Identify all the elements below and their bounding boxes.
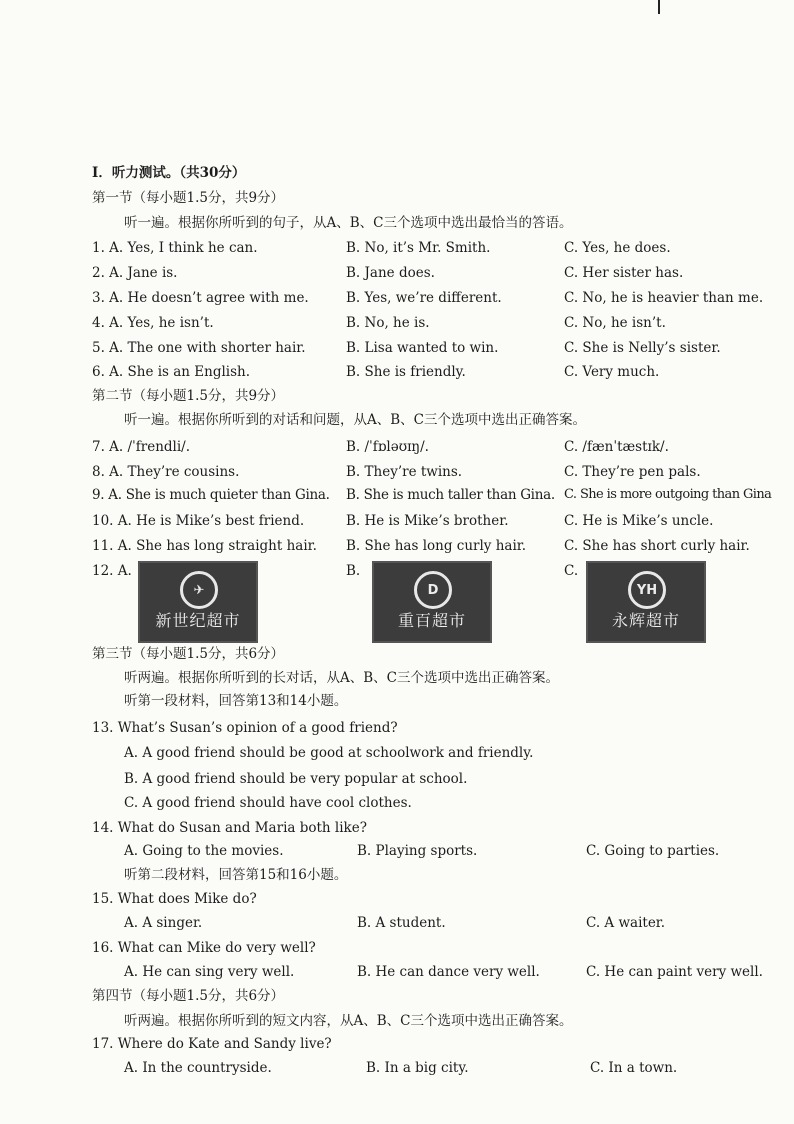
q10-option-c: C. He is Mike’s uncle. — [564, 513, 714, 529]
chongbai-emblem-icon: D — [414, 571, 452, 609]
q4-option-b: B. No, he is. — [346, 315, 430, 331]
section-2-heading: 第二节（每小题1.5分，共9分） — [92, 388, 285, 404]
q14-option-b: B. Playing sports. — [357, 843, 478, 859]
q6-option-a: 6. A. She is an English. — [92, 364, 251, 380]
q9-option-a: 9. A. She is much quieter than Gina. — [92, 487, 330, 503]
q16-stem: 16. What can Mike do very well? — [92, 940, 316, 956]
q16-option-a: A. He can sing very well. — [124, 964, 295, 980]
plane-icon: ✈ — [180, 571, 218, 609]
q7-option-a: 7. A. /ˈfrendli/. — [92, 439, 191, 455]
q17-option-c: C. In a town. — [590, 1060, 678, 1076]
q17-option-b: B. In a big city. — [366, 1060, 469, 1076]
q6-option-c: C. Very much. — [564, 364, 660, 380]
logo-chongbai-supermarket — [372, 561, 492, 643]
q2-option-a: 2. A. Jane is. — [92, 265, 178, 281]
q5-option-b: B. Lisa wanted to win. — [346, 340, 499, 356]
q7-option-c: C. /fænˈtæstɪk/. — [564, 439, 669, 455]
q17-option-a: A. In the countryside. — [124, 1060, 272, 1076]
q1-option-a: 1. A. Yes, I think he can. — [92, 240, 258, 256]
q15-option-a: A. A singer. — [124, 915, 203, 931]
q13-stem: 13. What’s Susan’s opinion of a good friend? — [92, 720, 398, 736]
logo-yonghui-supermarket — [586, 561, 706, 643]
part-title: I．听力测试。（共30分） — [92, 165, 246, 181]
q3-option-b: B. Yes, we’re different. — [346, 290, 502, 306]
q13-option-c: C. A good friend should have cool clothes. — [124, 795, 412, 811]
section-2-instruction: 听一遍。根据你所听到的对话和问题，从A、B、C三个选项中选出正确答案。 — [124, 412, 586, 428]
q16-option-b: B. He can dance very well. — [357, 964, 540, 980]
q15-stem: 15. What does Mike do? — [92, 891, 257, 907]
q17-stem: 17. Where do Kate and Sandy live? — [92, 1036, 332, 1052]
q10-option-a: 10. A. He is Mike’s best friend. — [92, 513, 305, 529]
q4-option-c: C. No, he isn’t. — [564, 315, 666, 331]
logo-xinshiji-supermarket — [138, 561, 258, 643]
q14-stem: 14. What do Susan and Maria both like? — [92, 820, 367, 836]
q14-option-c: C. Going to parties. — [586, 843, 720, 859]
q3-option-a: 3. A. He doesn’t agree with me. — [92, 290, 309, 306]
section-4-instruction: 听两遍。根据你所听到的短文内容，从A、B、C三个选项中选出正确答案。 — [124, 1013, 573, 1029]
yh-emblem-icon: YH — [628, 571, 666, 609]
q9-option-c: C. She is more outgoing than Gina — [564, 487, 772, 502]
q12-option-a: 12. A. — [92, 563, 132, 579]
q10-option-b: B. He is Mike’s brother. — [346, 513, 509, 529]
q4-option-a: 4. A. Yes, he isn’t. — [92, 315, 214, 331]
q13-option-b: B. A good friend should be very popular at school. — [124, 771, 468, 787]
q5-option-c: C. She is Nelly’s sister. — [564, 340, 721, 356]
q15-option-b: B. A student. — [357, 915, 446, 931]
q12-option-c: C. — [564, 563, 579, 579]
q16-option-c: C. He can paint very well. — [586, 964, 763, 980]
q12-option-b: B. — [346, 563, 361, 579]
q6-option-b: B. She is friendly. — [346, 364, 466, 380]
q8-option-c: C. They’re pen pals. — [564, 464, 701, 480]
section-1-heading: 第一节（每小题1.5分，共9分） — [92, 190, 285, 206]
q11-option-b: B. She has long curly hair. — [346, 538, 527, 554]
section-3-sub1: 听第一段材料，回答第13和14小题。 — [124, 693, 348, 709]
logo-caption: 重百超市 — [397, 611, 466, 630]
q1-option-b: B. No, it’s Mr. Smith. — [346, 240, 491, 256]
q15-option-c: C. A waiter. — [586, 915, 666, 931]
q8-option-a: 8. A. They’re cousins. — [92, 464, 240, 480]
q11-option-a: 11. A. She has long straight hair. — [92, 538, 317, 554]
logo-caption: 新世纪超市 — [155, 611, 241, 630]
q2-option-c: C. Her sister has. — [564, 265, 684, 281]
q8-option-b: B. They’re twins. — [346, 464, 463, 480]
section-3-heading: 第三节（每小题1.5分，共6分） — [92, 646, 285, 662]
section-1-instruction: 听一遍。根据你所听到的句子，从A、B、C三个选项中选出最恰当的答语。 — [124, 215, 573, 231]
q1-option-c: C. Yes, he does. — [564, 240, 671, 256]
q9-option-b: B. She is much taller than Gina. — [346, 487, 555, 503]
section-3-instruction: 听两遍。根据你所听到的长对话，从A、B、C三个选项中选出正确答案。 — [124, 670, 559, 686]
q5-option-a: 5. A. The one with shorter hair. — [92, 340, 306, 356]
q13-option-a: A. A good friend should be good at schoolwork and friendly. — [124, 745, 534, 761]
q11-option-c: C. She has short curly hair. — [564, 538, 750, 554]
logo-caption: 永辉超市 — [611, 611, 680, 630]
q3-option-c: C. No, he is heavier than me. — [564, 290, 764, 306]
section-3-sub2: 听第二段材料，回答第15和16小题。 — [124, 867, 348, 883]
q2-option-b: B. Jane does. — [346, 265, 435, 281]
q14-option-a: A. Going to the movies. — [124, 843, 284, 859]
q7-option-b: B. /ˈfɒləʊɪŋ/. — [346, 439, 429, 455]
section-4-heading: 第四节（每小题1.5分，共6分） — [92, 988, 285, 1004]
scan-mark — [658, 0, 660, 14]
